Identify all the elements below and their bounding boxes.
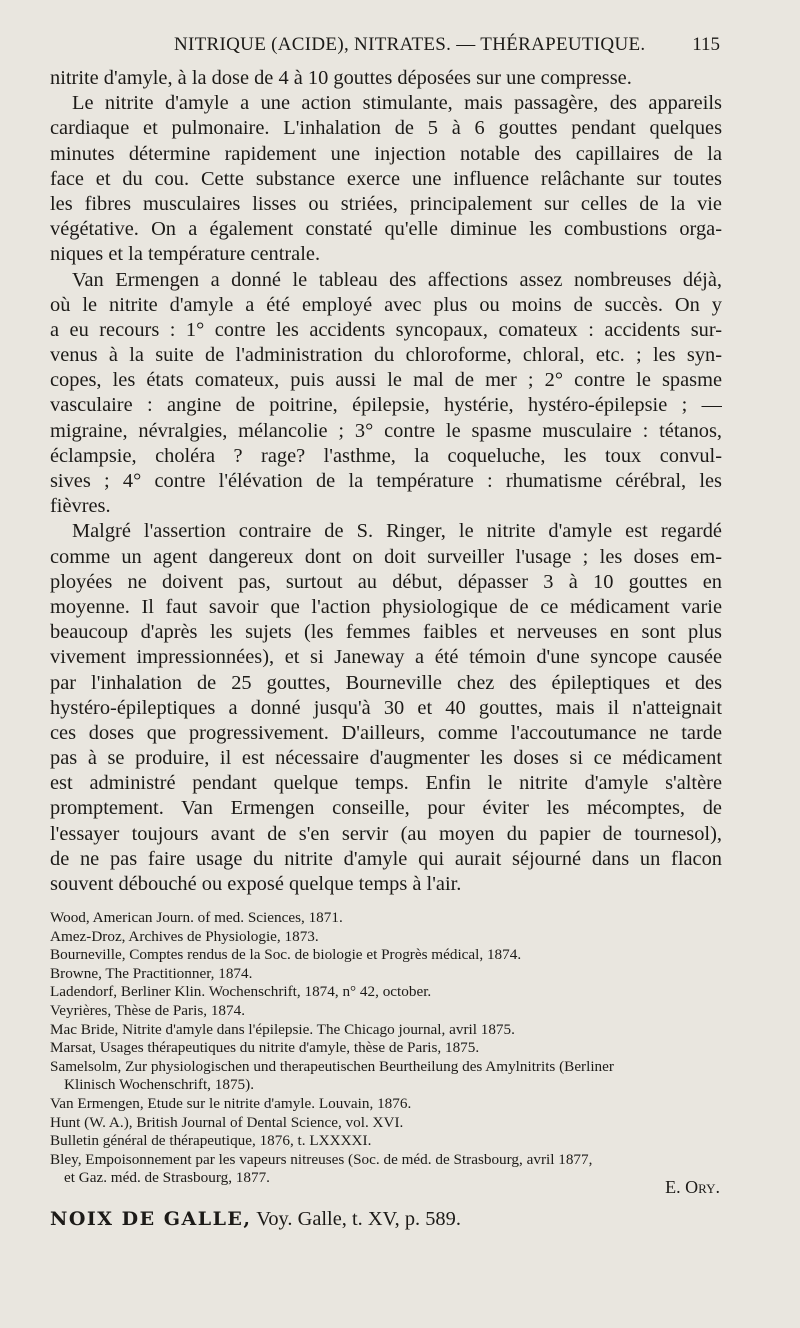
- text-line: comme un agent dangereux dont on doit surveiller l'usage ; les doses em-: [50, 545, 722, 568]
- next-entry-head: NOIX DE GALLE,: [50, 1208, 252, 1230]
- reference-entry: Browne, The Practitionner, 1874.: [50, 964, 253, 982]
- text-line: venus à la suite de l'administration du chloroforme, chloral, etc. ; les syn-: [50, 344, 722, 367]
- reference-entry: et Gaz. méd. de Strasbourg, 1877.: [64, 1169, 270, 1187]
- reference-entry: Bourneville, Comptes rendus de la Soc. de biologie et Progrès médical, 1874.: [50, 946, 522, 964]
- text-line: Malgré l'assertion contraire de S. Ringer, le nitrite d'amyle est regardé: [72, 520, 722, 543]
- text-line: nitrite d'amyle, à la dose de 4 à 10 gouttes déposées sur une compresse.: [50, 67, 632, 89]
- reference-entry: Bley, Empoisonnement par les vapeurs nitreuses (Soc. de méd. de Strasbourg, avril 1877,: [50, 1150, 593, 1168]
- text-line: minutes détermine rapidement une injection notable des capillaires de la: [50, 142, 722, 165]
- text-line: pas à se produire, il est nécessaire d'augmenter les doses si ce médicament: [50, 747, 722, 770]
- text-line: ployées ne doivent pas, surtout au début, dépasser 3 à 10 gouttes en: [50, 570, 722, 593]
- text-line: beaucoup d'après les sujets (les femmes faibles et nerveuses en sont plus: [50, 621, 722, 644]
- page-header: [50, 34, 722, 64]
- text-line: promptement. Van Ermengen conseille, pour éviter les mécomptes, de: [50, 797, 722, 820]
- reference-entry: Samelsolm, Zur physiologischen und therapeutischen Beurtheilung des Amylnitrits (Berliner: [50, 1057, 614, 1075]
- text-line: de ne pas faire usage du nitrite d'amyle qui aurait séjourné dans un flacon: [50, 847, 722, 870]
- text-line: Le nitrite d'amyle a une action stimulante, mais passagère, des appareils: [72, 92, 722, 115]
- text-line: par l'inhalation de 25 gouttes, Bourneville chez des épileptiques et des: [50, 671, 722, 694]
- text-line: Van Ermengen a donné le tableau des affections assez nombreuses déjà,: [72, 268, 722, 291]
- reference-entry: Veyrières, Thèse de Paris, 1874.: [50, 1001, 245, 1019]
- page-number: 115: [692, 34, 720, 55]
- reference-entry: Wood, American Journ. of med. Sciences, 1871.: [50, 909, 343, 926]
- reference-entry: Marsat, Usages thérapeutiques du nitrite d'amyle, thèse de Paris, 1875.: [50, 1039, 480, 1057]
- text-line: vasculaire : angine de poitrine, épilepsie, hystérie, hystéro-épilepsie ; —: [50, 394, 722, 417]
- text-line: vivement impressionnées), et si Janeway a été témoin d'une syncope causée: [50, 646, 722, 669]
- text-line: est administré pendant quelque temps. Enfin le nitrite d'amyle s'altère: [50, 772, 722, 795]
- text-line: copes, les états comateux, puis aussi le mal de mer ; 2° contre le spasme: [50, 369, 722, 392]
- text-line: éclampsie, choléra ? rage? l'asthme, la coqueluche, les toux convul-: [50, 444, 722, 467]
- next-entry: [50, 1208, 722, 1231]
- body-text: [50, 66, 722, 897]
- text-line: les fibres musculaires lisses ou striées, principalement sur celles de la vie: [50, 192, 722, 215]
- text-line: moyenne. Il faut savoir que l'action physiologique de ce médicament varie: [50, 595, 722, 618]
- reference-entry: Amez-Droz, Archives de Physiologie, 1873.: [50, 927, 319, 945]
- text-line: végétative. On a également constaté qu'elle diminue les combustions orga-: [50, 218, 722, 241]
- text-line: niques et la température centrale.: [50, 243, 321, 266]
- reference-entry: Hunt (W. A.), British Journal of Dental Science, vol. XVI.: [50, 1113, 404, 1131]
- reference-entry: Van Ermengen, Etude sur le nitrite d'amyle. Louvain, 1876.: [50, 1094, 412, 1112]
- reference-entry: Ladendorf, Berliner Klin. Wochenschrift, 1874, n° 42, october.: [50, 983, 432, 1001]
- text-line: sives ; 4° contre l'élévation de la température : rhumatisme cérébral, les: [50, 470, 722, 492]
- reference-entry: Klinisch Wochenschrift, 1875).: [64, 1076, 254, 1094]
- text-line: où le nitrite d'amyle a été employé avec plus ou moins de succès. On y: [50, 293, 722, 316]
- bibliography: [50, 909, 722, 1188]
- running-title: NITRIQUE (ACIDE), NITRATES. — THÉRAPEUTIQUE.: [174, 34, 646, 55]
- text-line: hystéro-épileptiques a donné jusqu'à 30 et 40 gouttes, mais il n'atteignait: [50, 696, 722, 719]
- author-signature: E. Ory.: [665, 1177, 720, 1197]
- text-line: l'essayer toujours avant de s'en servir (au moyen du papier de tournesol),: [50, 822, 722, 845]
- text-line: ces doses que progressivement. D'ailleurs, comme l'accoutumance ne tarde: [50, 721, 722, 744]
- text-line: face et du cou. Cette substance exerce une influence relâchante sur toutes: [50, 167, 722, 190]
- text-line: migraine, névralgies, mélancolie ; 3° contre le spasme musculaire : tétanos,: [50, 419, 722, 442]
- text-line: fièvres.: [50, 495, 111, 518]
- text-line: souvent débouché ou exposé quelque temps à l'air.: [50, 873, 462, 895]
- text-line: a eu recours : 1° contre les accidents syncopaux, comateux : accidents sur-: [50, 318, 722, 341]
- text-line: cardiaque et pulmonaire. L'inhalation de 5 à 6 gouttes pendant quelques: [50, 117, 722, 140]
- reference-entry: Bulletin général de thérapeutique, 1876, t. LXXXXI.: [50, 1132, 372, 1150]
- reference-entry: Mac Bride, Nitrite d'amyle dans l'épilepsie. The Chicago journal, avril 1875.: [50, 1020, 515, 1038]
- next-entry-reference: Voy. Galle, t. XV, p. 589.: [251, 1208, 461, 1230]
